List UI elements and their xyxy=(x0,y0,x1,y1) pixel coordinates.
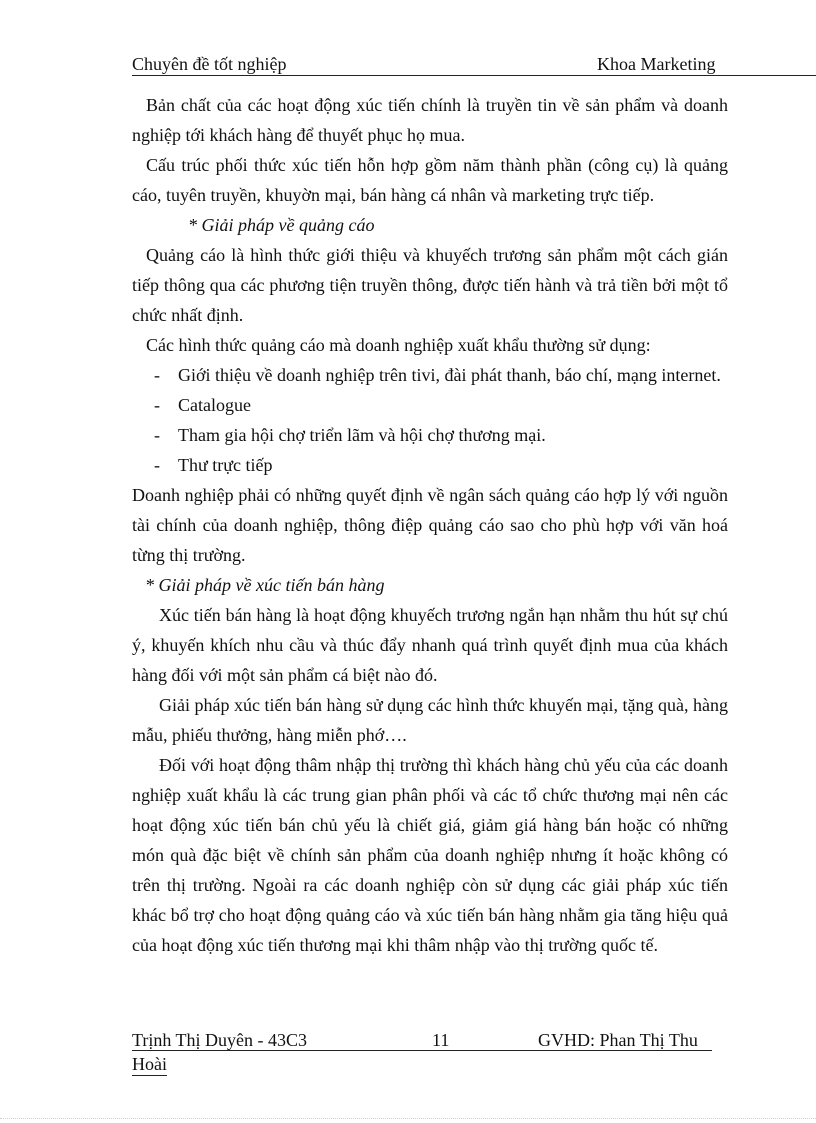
document-body xyxy=(132,90,728,960)
header-document-type: Chuyên đề tốt nghiệp xyxy=(132,54,287,74)
footer-row xyxy=(132,1028,712,1051)
paragraph: Bản chất của các hoạt động xúc tiến chính là truyền tin về sản phẩm và doanh nghiệp tới khách hàng để thuyết phục họ mua. xyxy=(132,95,728,145)
list-item: - Thư trực tiếp xyxy=(132,450,728,480)
list-item: - Tham gia hội chợ triển lãm và hội chợ thương mại. xyxy=(132,420,728,450)
page-edge-divider xyxy=(0,1118,816,1119)
paragraph: Các hình thức quảng cáo mà doanh nghiệp xuất khẩu thường sử dụng: xyxy=(146,335,651,355)
paragraph: Doanh nghiệp phải có những quyết định về ngân sách quảng cáo hợp lý với nguồn tài chính của doanh nghiệp, thông điệp quảng cáo sao cho phù hợp với văn hoá từng thị trường. xyxy=(132,485,728,565)
page-footer xyxy=(132,1028,712,1076)
section-heading: * Giải pháp về xúc tiến bán hàng xyxy=(145,575,385,595)
paragraph: Quảng cáo là hình thức giới thiệu và khuyếch trương sản phẩm một cách gián tiếp thông qua các phương tiện truyền thông, được tiến hành và trả tiền bởi một tổ chức nhất định. xyxy=(132,245,728,325)
page-header xyxy=(132,53,816,76)
footer-author: Trịnh Thị Duyên - 43C3 xyxy=(132,1030,308,1050)
section-heading: * Giải pháp về quảng cáo xyxy=(188,215,375,235)
paragraph: Đối với hoạt động thâm nhập thị trường thì khách hàng chủ yếu của các doanh nghiệp xuất khẩu là các trung gian phân phối và các tổ chức thương mại nên các hoạt động xúc tiến bán chủ yếu là chiết giá, giảm giá hàng bán hoặc có những món quà đặc biệt về chính sản phẩm của doanh nghiệp nhưng ít hoặc không có trên thị trường. Ngoài ra các doanh nghiệp còn sử dụng các giải pháp xúc tiến khác bổ trợ cho hoạt động quảng cáo và xúc tiến bán hàng nhằm gia tăng hiệu quả của hoạt động xúc tiến thương mại khi thâm nhập vào thị trường quốc tế. xyxy=(132,755,728,955)
page-number: 11 xyxy=(432,1030,450,1050)
list-item: - Giới thiệu về doanh nghiệp trên tivi, đài phát thanh, báo chí, mạng internet. xyxy=(132,360,728,390)
paragraph: Xúc tiến bán hàng là hoạt động khuyếch trương ngắn hạn nhằm thu hút sự chú ý, khuyến khích nhu cầu và thúc đẩy nhanh quá trình quyết định mua của khách hàng đối với một sản phẩm cá biệt nào đó. xyxy=(132,605,728,685)
footer-advisor: GVHD: Phan Thị Thu xyxy=(538,1030,698,1050)
header-department: Khoa Marketing xyxy=(597,54,716,74)
bullet-list xyxy=(132,360,728,480)
paragraph: Giải pháp xúc tiến bán hàng sử dụng các hình thức khuyến mại, tặng quà, hàng mẫu, phiếu thưởng, hàng miễn phớ…. xyxy=(132,695,728,745)
paragraph: Cấu trúc phối thức xúc tiến hỗn hợp gồm năm thành phần (công cụ) là quảng cáo, tuyên truyền, khuyờn mại, bán hàng cá nhân và marketing trực tiếp. xyxy=(132,155,728,205)
footer-advisor-continued: Hoài xyxy=(132,1054,167,1074)
list-item: - Catalogue xyxy=(132,390,728,420)
